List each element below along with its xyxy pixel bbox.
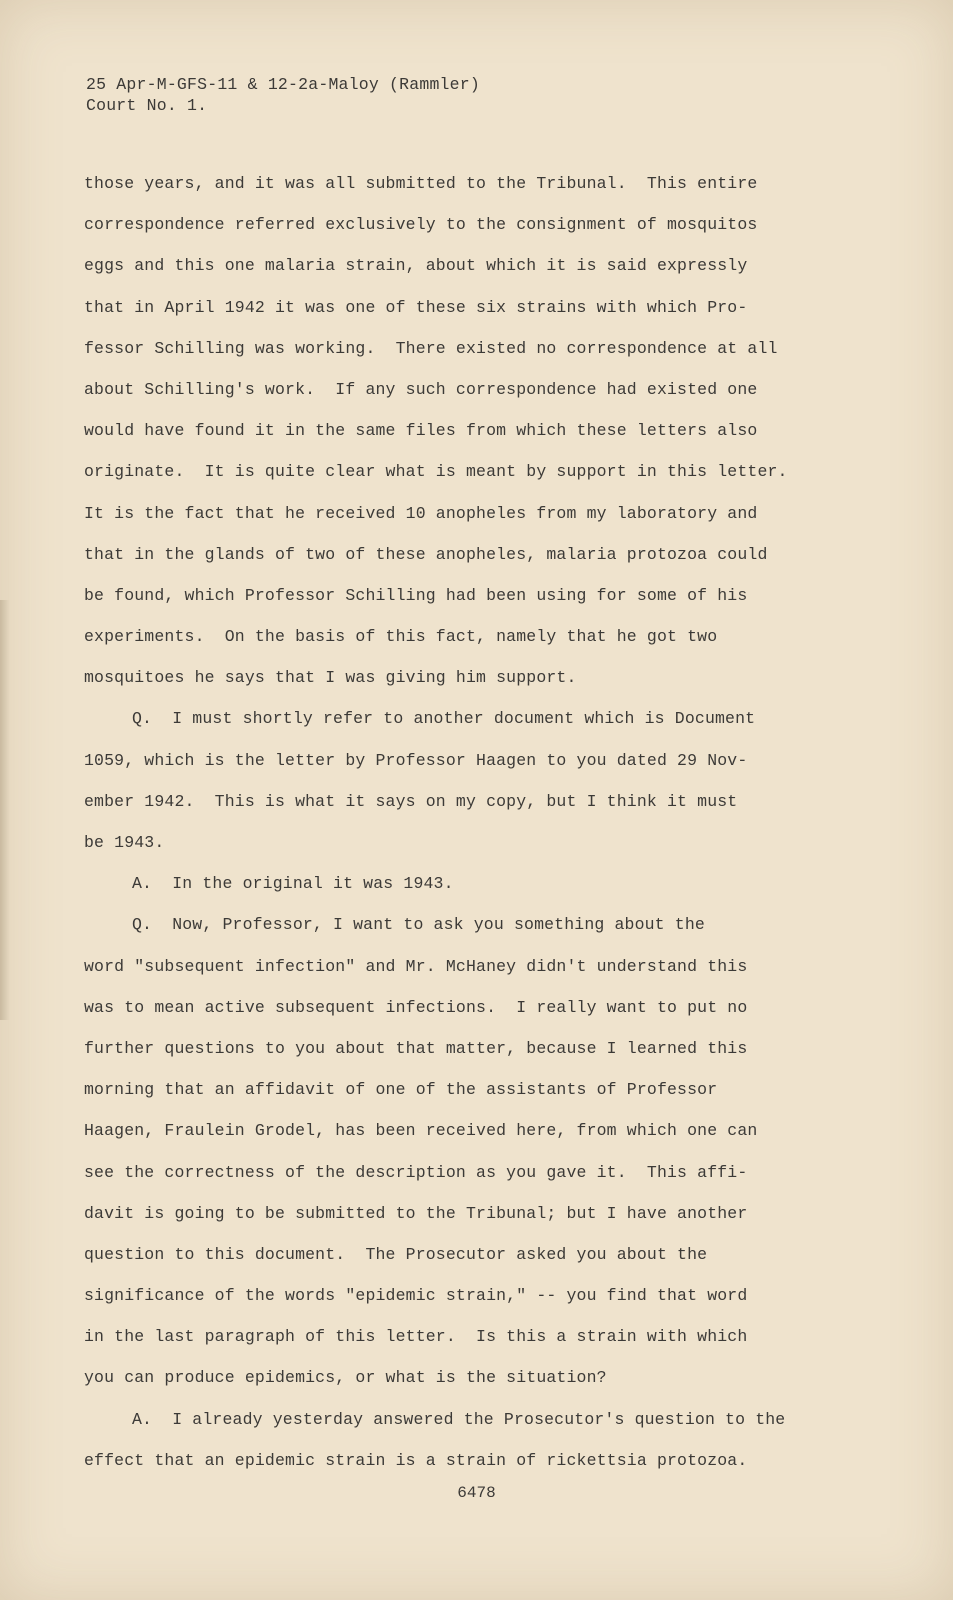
transcript-line: ember 1942. This is what it says on my copy, but I think it must bbox=[84, 791, 738, 811]
transcript-line: fessor Schilling was working. There existed no correspondence at all bbox=[84, 338, 778, 358]
transcript-line: further questions to you about that matter, because I learned this bbox=[84, 1038, 748, 1058]
page-edge-shadow bbox=[0, 600, 10, 1020]
transcript-line: Q. I must shortly refer to another document which is Document bbox=[132, 709, 756, 729]
page-number: 6478 bbox=[457, 1484, 496, 1502]
transcript-line: about Schilling's work. If any such correspondence had existed one bbox=[84, 379, 758, 399]
transcript-line: in the last paragraph of this letter. Is this a strain with which bbox=[84, 1327, 748, 1347]
transcript-line: davit is going to be submitted to the Tribunal; but I have another bbox=[84, 1203, 748, 1223]
transcript-line: be 1943. bbox=[84, 833, 165, 852]
transcript-line: It is the fact that he received 10 anopheles from my laboratory and bbox=[84, 503, 758, 523]
transcript-body bbox=[84, 170, 814, 1488]
transcript-line: be found, which Professor Schilling had been using for some of his bbox=[84, 585, 748, 605]
transcript-line: see the correctness of the description as you gave it. This affi- bbox=[84, 1162, 748, 1182]
transcript-line: effect that an epidemic strain is a strain of rickettsia protozoa. bbox=[84, 1450, 748, 1470]
document-header bbox=[86, 74, 480, 116]
transcript-line: originate. It is quite clear what is meant by support in this letter. bbox=[84, 462, 788, 482]
transcript-line: A. In the original it was 1943. bbox=[132, 874, 454, 894]
transcript-line: significance of the words "epidemic strain," -- you find that word bbox=[84, 1286, 748, 1306]
transcript-line: mosquitoes he says that I was giving him support. bbox=[84, 668, 577, 688]
transcript-line: word "subsequent infection" and Mr. McHaney didn't understand this bbox=[84, 956, 748, 976]
transcript-line: that in the glands of two of these anopheles, malaria protozoa could bbox=[84, 544, 768, 564]
transcript-line: that in April 1942 it was one of these six strains with which Pro- bbox=[84, 297, 748, 317]
transcript-line: those years, and it was all submitted to the Tribunal. This entire bbox=[84, 174, 758, 193]
transcript-line: would have found it in the same files from which these letters also bbox=[84, 421, 758, 441]
transcript-line: Q. Now, Professor, I want to ask you something about the bbox=[132, 915, 705, 935]
transcript-line: 1059, which is the letter by Professor Haagen to you dated 29 Nov- bbox=[84, 750, 748, 770]
transcript-line: experiments. On the basis of this fact, namely that he got two bbox=[84, 627, 718, 647]
transcript-line: you can produce epidemics, or what is the situation? bbox=[84, 1368, 607, 1388]
transcript-line: was to mean active subsequent infections. I really want to put no bbox=[84, 997, 748, 1017]
header-session-line: 25 Apr-M-GFS-11 & 12-2a-Maloy (Rammler) bbox=[86, 75, 480, 94]
transcript-line: correspondence referred exclusively to the consignment of mosquitos bbox=[84, 215, 758, 235]
transcript-line: question to this document. The Prosecutor asked you about the bbox=[84, 1244, 708, 1264]
transcript-line: Haagen, Fraulein Grodel, has been received here, from which one can bbox=[84, 1121, 758, 1141]
header-court-line: Court No. 1. bbox=[86, 96, 208, 115]
transcript-line: A. I already yesterday answered the Prosecutor's question to the bbox=[132, 1409, 786, 1429]
transcript-line: morning that an affidavit of one of the assistants of Professor bbox=[84, 1080, 718, 1100]
transcript-line: eggs and this one malaria strain, about which it is said expressly bbox=[84, 256, 748, 276]
